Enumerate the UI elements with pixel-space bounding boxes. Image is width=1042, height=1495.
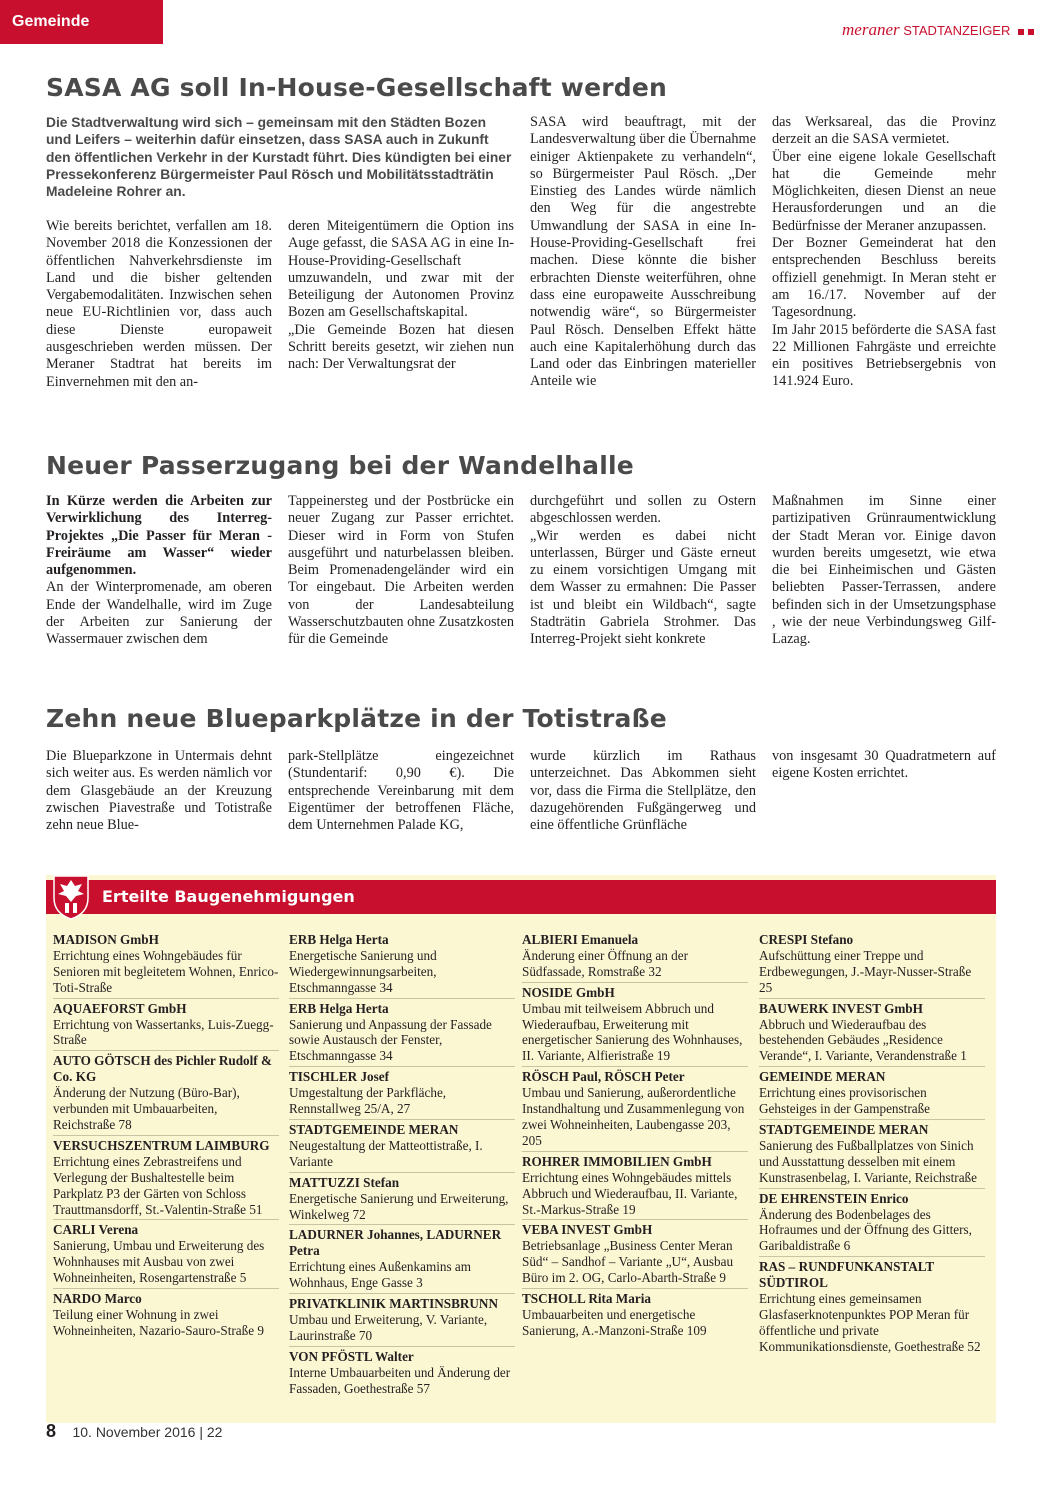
permit-description: Errichtung eines Wohngebäudes mittels Abbruch und Wiederaufbau, II. Variante, St.-Markus-Straße 19	[522, 1169, 738, 1217]
article1-col2: deren Miteigentümern die Option ins Auge gefasst, die SASA AG in eine In-House-Providing-Gesellschaft umzuwandeln, und zwar mit der Beteiligung der Autonomen Provinz Bozen am Gesellschaftskapital. „Die Gemeinde Bozen hat diesen Schritt bereits gesetzt, wir ziehen nun nach: Der Verwaltungsrat der	[288, 218, 514, 373]
permit-entry	[53, 1222, 279, 1289]
permit-description: Sanierung, Umbau und Erweiterung des Wohnhauses mit Ausbau von zwei Wohneinheiten, Rosengartenstraße 5	[53, 1238, 265, 1286]
permit-entry	[289, 932, 515, 999]
permit-applicant: RAS – RUNDFUNKANSTALT SÜDTIROL	[759, 1259, 934, 1291]
permit-entry	[53, 1053, 279, 1136]
permit-applicant: GEMEINDE MERAN	[759, 1069, 886, 1085]
permit-description: Umbau und Sanierung, außerordentliche Instandhaltung und Zusammenlegung von zwei Wohneinheiten, Laubengasse 203, 205	[522, 1085, 745, 1148]
article3-col2: park-Stellplätze eingezeichnet (Stundentarif: 0,90 €). Die entsprechende Vereinbarung mit dem Eigentümer der betroffenen Fläche, dem Unternehmen Palade KG,	[288, 748, 514, 834]
permit-applicant: TISCHLER Josef	[289, 1069, 390, 1085]
permit-entry	[53, 1001, 279, 1052]
permit-entry	[759, 932, 985, 999]
permit-description: Errichtung eines provisorischen Gehsteiges in der Gampenstraße	[759, 1085, 931, 1117]
permit-entry	[289, 1175, 515, 1226]
permit-description: Interne Umbauarbeiten und Änderung der Fassaden, Goethestraße 57	[289, 1364, 511, 1396]
permit-entry	[759, 1191, 985, 1258]
permit-applicant: LADURNER Johannes, LADURNER Petra	[289, 1227, 502, 1259]
article1-col4: das Werksareal, das die Provinz derzeit an die SASA vermietet. Über eine eigene lokale Gesellschaft hat die Gemeinde mehr Möglichkeiten, diesen Dienst an neue Herausforderungen und an die Bedürfnisse der Meraner anzupassen. Der Bozner Gemeinderat hat den entsprechenden Beschluss bereits offiziell genehmigt. In Meran steht er am 16./17. November auf der Tagesordnung. Im Jahr 2015 beförderte die SASA fast 22 Millionen Fahrgäste und erreichte ein positives Betriebsergebnis von 141.924 Euro.	[772, 114, 996, 390]
permit-description: Umbau und Erweiterung, V. Variante, Laurinstraße 70	[289, 1311, 488, 1343]
permit-applicant: BAUWERK INVEST GmbH	[759, 1000, 923, 1016]
permit-applicant: CRESPI Stefano	[759, 932, 854, 947]
article1-title: SASA AG soll In-House-Gesellschaft werden	[46, 73, 668, 102]
permit-entry	[289, 1122, 515, 1173]
permit-entry	[289, 1296, 515, 1347]
permit-description: Umgestaltung der Parkfläche, Rennstallweg 25/A, 27	[289, 1085, 447, 1117]
permit-description: Sanierung und Anpassung der Fassade sowie Austausch der Fenster, Etschmanngasse 34	[289, 1016, 492, 1064]
permit-applicant: ERB Helga Herta	[289, 1000, 389, 1016]
masthead-brand	[842, 20, 1034, 40]
article2-col2: Tappeinersteg und der Postbrücke ein neuer Zugang zur Passer errichtet. Dieser wird in Form von Stufen ausgeführt und naturbelassen bleiben. Beim Promenadengeländer wird ein Tor eingebaut. Die Arbeiten werden von der Landesabteilung Wasserschutzbauten ohne Zusatzkosten für die Gemeinde	[288, 493, 514, 648]
building-permits-title: Erteilte Baugenehmigungen	[102, 887, 355, 906]
article1-col3: SASA wird beauftragt, mit der Landesverwaltung über die Übernahme einiger Aktienpakete zu verhandeln“, so Bürgermeister Paul Rösch. „Der Einstieg des Landes würde nämlich den Weg für die angestrebte Umwandlung der SASA in eine In-House-Providing-Gesellschaft frei machen. Diese könnte die bisher erbrachten Dienste weiterführen, ohne dass eine europaweite Ausschreibung notwendig wäre“, so Bürgermeister Paul Rösch. Denselben Effekt hätte auch eine Kapitalerhöhung durch das Land oder das Einbringen materieller Anteile wie	[530, 114, 756, 390]
brand-square-icon	[1018, 29, 1024, 35]
permit-entry	[289, 1227, 515, 1294]
permit-applicant: VON PFÖSTL Walter	[289, 1348, 414, 1364]
permit-entry	[759, 1259, 985, 1356]
permit-applicant: STADTGEMEINDE MERAN	[289, 1121, 459, 1137]
permit-entry	[522, 985, 748, 1068]
issue-date: 10. November 2016 | 22	[72, 1424, 223, 1440]
permit-description: Änderung des Bodenbelages des Hofraumes und der Öffnung des Gitters, Garibaldistraße 6	[759, 1206, 972, 1254]
permit-applicant: MADISON GmbH	[53, 932, 159, 947]
permit-applicant: DE EHRENSTEIN Enrico	[759, 1190, 909, 1206]
permit-entry	[759, 1122, 985, 1189]
permit-entry	[759, 1069, 985, 1120]
permit-entry	[522, 1069, 748, 1152]
permit-description: Betriebsanlage „Business Center Meran Süd“ – Sandhof – Variante „U“, Ausbau Büro im 2. OG, Carlo-Abarth-Straße 9	[522, 1238, 734, 1286]
article3-title: Zehn neue Blueparkplätze in der Totistraße	[46, 704, 667, 733]
permit-entry	[522, 1222, 748, 1289]
section-tab: Gemeinde	[0, 0, 163, 44]
permit-applicant: NOSIDE GmbH	[522, 984, 615, 1000]
article3-col3: wurde kürzlich im Rathaus unterzeichnet. Das Abkommen sieht vor, dass die Firma die Stellplätze, den dazugehörenden Fußgängerweg und eine öffentliche Grünfläche	[530, 748, 756, 834]
permit-entry	[522, 932, 748, 983]
permit-description: Teilung einer Wohnung in zwei Wohneinheiten, Nazario-Sauro-Straße 9	[53, 1306, 264, 1338]
building-permits-header	[46, 880, 996, 914]
permit-entry	[522, 1291, 748, 1341]
article3-col1: Die Blueparkzone in Untermais dehnt sich weiter aus. Es werden nämlich vor dem Glasgebäude an der Kreuzung zwischen Piavestraße und Totistraße zehn neue Blue-	[46, 748, 272, 834]
permit-description: Neugestaltung der Matteottistraße, I. Variante	[289, 1137, 483, 1169]
brand-square-icon	[1028, 29, 1034, 35]
permit-description: Energetische Sanierung und Erweiterung, Winkelweg 72	[289, 1190, 509, 1222]
permit-description: Errichtung eines gemeinsamen Glasfaserknotenpunktes POP Meran für öffentliche und private Kommunikationsdienste, Goethestraße 52	[759, 1291, 981, 1354]
permit-description: Abbruch und Wiederaufbau des bestehenden Gebäudes „Residence Verande“, I. Variante, Verandenstraße 1	[759, 1016, 967, 1064]
permit-description: Errichtung eines Zebrastreifens und Verlegung der Bushaltestelle beim Parkplatz P3 der Gärten von Schloss Trauttmansdorff, St.-Valentin-Straße 51	[53, 1153, 263, 1217]
permit-entry	[522, 1154, 748, 1221]
permit-applicant: AQUAEFORST GmbH	[53, 1000, 187, 1016]
permit-description: Umbauarbeiten und energetische Sanierung, A.-Manzoni-Straße 109	[522, 1306, 707, 1338]
permit-applicant: ROHRER IMMOBILIEN GmbH	[522, 1153, 712, 1169]
article2-col4: Maßnahmen im Sinne einer partizipativen Grünraumentwicklung der Stadt Meran vor. Einige davon wurden bereits umgesetzt, wie etwa die bei Einheimischen und Gästen beliebten Passer-Terrassen, andere befinden sich in der Umsetzungsphase , wie der neue Verbindungsweg Gilf-Lazag.	[772, 493, 996, 648]
permit-applicant: RÖSCH Paul, RÖSCH Peter	[522, 1069, 685, 1085]
permits-column-1	[53, 932, 279, 1343]
permit-description: Errichtung von Wassertanks, Luis-Zuegg-Straße	[53, 1016, 274, 1048]
permit-description: Errichtung eines Außenkamins am Wohnhaus, Enge Gasse 3	[289, 1259, 472, 1291]
permit-description: Aufschüttung einer Treppe und Erdbewegungen, J.-Mayr-Nusser-Straße 25	[759, 947, 972, 995]
permit-entry	[53, 1291, 279, 1341]
permit-description: Änderung einer Öffnung an der Südfassade, Romstraße 32	[522, 947, 689, 979]
permit-applicant: MATTUZZI Stefan	[289, 1174, 400, 1190]
article1-col1: Wie bereits berichtet, verfallen am 18. November 2018 die Konzessionen der öffentlichen Nahverkehrsdienste im Land und die bisher geltenden Vergabemodalitäten. Inzwischen sehen neue EU-Richtlinien vor, dass auch diese Dienste europaweit ausgeschrieben werden müssen. Der Meraner Stadtrat hat bereits im Einvernehmen mit den an-	[46, 218, 272, 390]
article2-title: Neuer Passerzugang bei der Wandelhalle	[46, 451, 634, 480]
permit-entry	[289, 1001, 515, 1068]
permit-entry	[289, 1069, 515, 1120]
meran-coat-of-arms-icon	[50, 872, 92, 920]
page-footer	[46, 1421, 222, 1442]
article2-col3: durchgeführt und sollen zu Ostern abgeschlossen werden. „Wir werden es dabei nicht unterlassen, Bürger und Gäste erneut zu einem vorsichtigen Umgang mit dem Wasser zu ermahnen: Die Passer ist und bleibt ein Wildbach“, sagte Stadträtin Gabriela Strohmer. Das Interreg-Projekt sieht konkrete	[530, 493, 756, 648]
permit-applicant: CARLI Verena	[53, 1222, 139, 1238]
permit-entry	[759, 1001, 985, 1068]
permit-entry	[289, 1349, 515, 1399]
permit-applicant: ALBIERI Emanuela	[522, 932, 639, 947]
permit-applicant: VEBA INVEST GmbH	[522, 1222, 653, 1238]
permits-column-4	[759, 932, 985, 1359]
permit-description: Errichtung eines Wohngebäudes für Senioren mit begleitetem Wohnen, Enrico-Toti-Straße	[53, 947, 279, 995]
permit-description: Änderung der Nutzung (Büro-Bar), verbunden mit Umbauarbeiten, Reichstraße 78	[53, 1085, 240, 1132]
permit-applicant: NARDO Marco	[53, 1291, 142, 1307]
permit-description: Umbau mit teilweisem Abbruch und Wiederaufbau, Erweiterung mit energetischer Sanierung des Wohnhauses, II. Variante, Alfieristraße 19	[522, 1000, 743, 1064]
brand-suffix: STADTANZEIGER	[903, 23, 1011, 38]
permit-description: Energetische Sanierung und Wiedergewinnungsarbeiten, Etschmanngasse 34	[289, 947, 437, 995]
article3-col4: von insgesamt 30 Quadratmetern auf eigene Kosten errichtet.	[772, 748, 996, 782]
permits-column-3	[522, 932, 748, 1343]
permit-description: Sanierung des Fußballplatzes von Sinich und Ausstattung desselben mit einem Kunstrasenbelag, I. Variante, Reichstraße	[759, 1137, 978, 1185]
permit-applicant: STADTGEMEINDE MERAN	[759, 1121, 929, 1137]
permit-entry	[53, 1138, 279, 1221]
permit-applicant: AUTO GÖTSCH des Pichler Rudolf & Co. KG	[53, 1053, 272, 1085]
permits-column-2	[289, 932, 515, 1400]
permit-applicant: VERSUCHSZENTRUM LAIMBURG	[53, 1137, 270, 1153]
permit-applicant: TSCHOLL Rita Maria	[522, 1291, 651, 1307]
article2-col1: In Kürze werden die Arbeiten zur Verwirklichung des Interreg-Projektes „Die Passer für Meran - Freiräume am Wasser“ wieder aufgenommen. An der Winterpromenade, am oberen Ende der Wandelhalle, wird im Zuge der Arbeiten zur Sanierung der Wassermauer zwischen dem	[46, 493, 272, 648]
brand-name: meraner	[842, 20, 900, 39]
permit-entry	[53, 932, 279, 999]
page-number: 8	[46, 1421, 57, 1441]
article1-lead: Die Stadtverwaltung wird sich – gemeinsam mit den Städten Bozen und Leifers – weiterhin dafür einsetzen, dass SASA auch in Zukunft den öffentlichen Verkehr in der Kurstadt führt. Dies kündigten bei einer Pressekonferenz Bürgermeister Paul Rösch und Mobilitätsstadträtin Madeleine Rohrer an.	[46, 115, 512, 200]
permit-applicant: ERB Helga Herta	[289, 932, 389, 947]
permit-applicant: PRIVATKLINIK MARTINSBRUNN	[289, 1296, 498, 1312]
